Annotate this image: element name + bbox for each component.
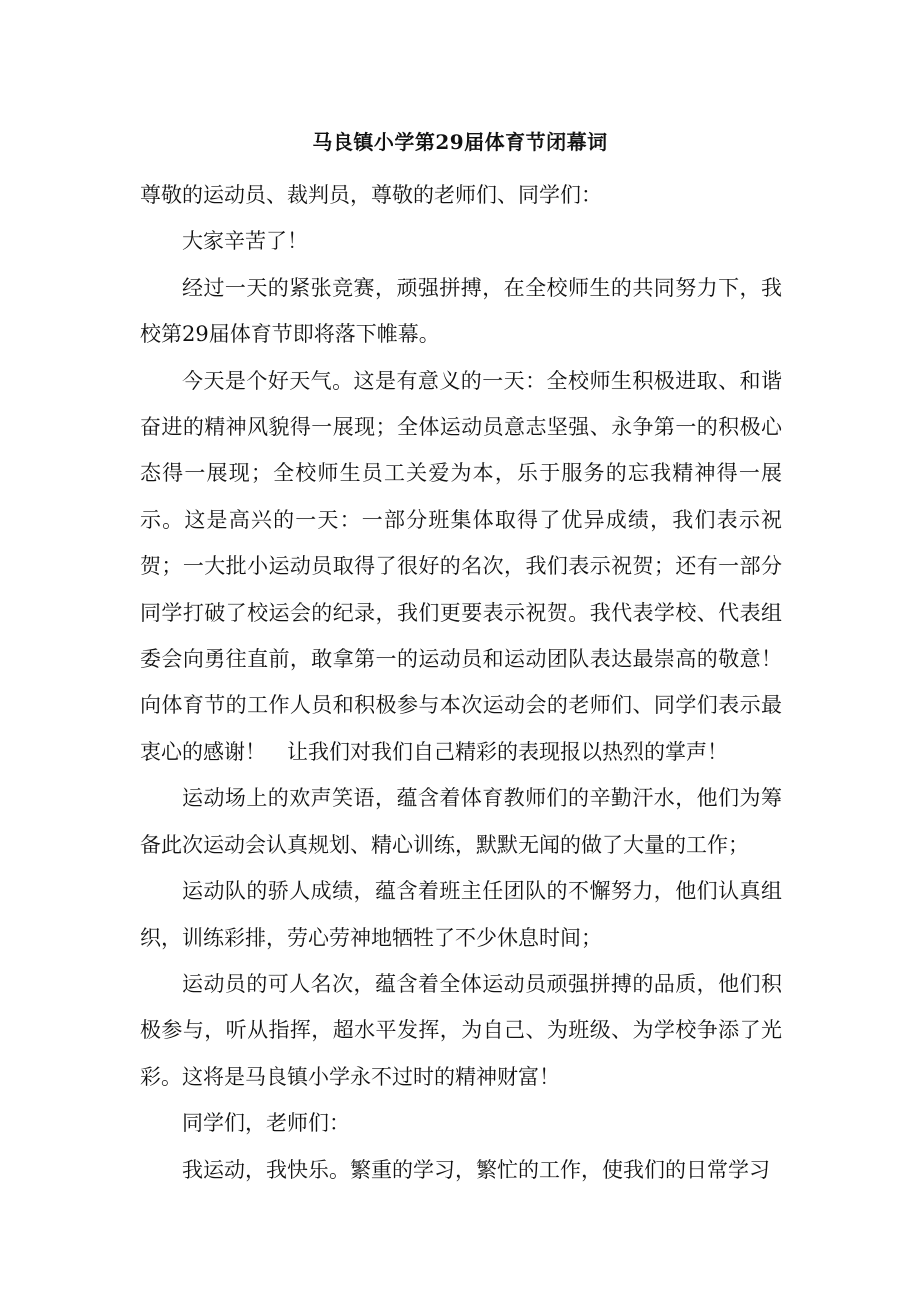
closing-paragraph: 我运动，我快乐。繁重的学习，繁忙的工作，使我们的日常学习	[182, 1157, 770, 1182]
document-body	[140, 172, 782, 1193]
greeting-paragraph: 大家辛苦了！	[182, 229, 308, 254]
teachers-paragraph: 运动场上的欢声笑语，蕴含着体育教师们的辛勤汗水，他们为筹备此次运动会认真规划、精心训练，默默无闻的做了大量的工作；	[140, 786, 782, 857]
team-paragraph: 运动队的骄人成绩，蕴含着班主任团队的不懈努力，他们认真组织，训练彩排，劳心劳神地牺牲了不少休息时间；	[140, 879, 782, 950]
document-title: 马良镇小学第29届体育节闭幕词	[312, 130, 608, 154]
athletes-paragraph: 运动员的可人名次，蕴含着全体运动员顽强拼搏的品质，他们积极参与，听从指挥，超水平发挥，为自己、为班级、为学校争添了光彩。这将是马良镇小学永不过时的精神财富！	[140, 971, 782, 1089]
opening-paragraph: 经过一天的紧张竞赛，顽强拼搏，在全校师生的共同努力下，我校第29届体育节即将落下帷幕。	[140, 275, 782, 347]
summary-paragraph: 今天是个好天气。这是有意义的一天：全校师生积极进取、和谐奋进的精神风貌得一展现；全体运动员意志坚强、永争第一的积极心态得一展现；全校师生员工关爱为本，乐于服务的忘我精神得一展示。这是高兴的一天：一部分班集体取得了优异成绩，我们表示祝贺；一大批小运动员取得了很好的名次，我们表示祝贺；还有一部分同学打破了校运会的纪录，我们更要表示祝贺。我代表学校、代表组委会向勇往直前，敢拿第一的运动员和运动团队表达最崇高的敬意！向体育节的工作人员和积极参与本次运动会的老师们、同学们表示最衷心的感谢！ 让我们对我们自己精彩的表现报以热烈的掌声！	[140, 368, 782, 764]
address-paragraph: 同学们，老师们：	[182, 1111, 350, 1136]
salutation-paragraph: 尊敬的运动员、裁判员，尊敬的老师们、同学们：	[140, 183, 602, 207]
